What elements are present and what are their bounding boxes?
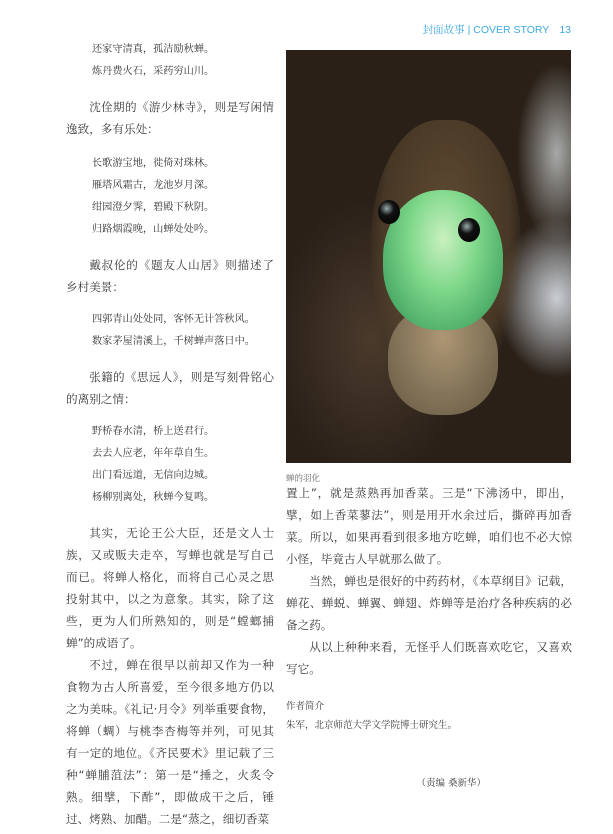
paragraph: 戴叔伦的《题友人山居》则描述了乡村美景：	[66, 258, 274, 294]
paragraph: 置上”，就是蒸熟再加香菜。三是“下沸汤中，即出，擘，如上香菜蓼法”，则是用开水余过后，撕碎再加香菜。所以，如果再看到很多地方吃蝉，咱们也不必大惊小怪，毕竟古人早就那么做了。	[286, 486, 572, 566]
paragraph: 不过，蝉在很早以前却又作为一种食物为古人所喜爱，至今很多地方仍以之为美味。《礼记·月令》列举重要食物，将蝉（蜩）与桃李杏梅等并列，可见其有一定的地位。《齐民要术》里记载了三种“蝉脯菹法”：第一是“捶之，火炙令熟。细擘，下酢”，即做成干之后，锤过、烤熟、加醋。二是“蒸之，细切香菜	[66, 658, 274, 826]
paragraph: 当然，蝉也是很好的中药药材，《本草纲目》记载，蝉花、蝉蜕、蝉翼、蝉翅、炸蝉等是治疗各种疾病的必备之药。	[286, 574, 572, 632]
page-header	[423, 22, 571, 37]
poem-3	[66, 309, 274, 353]
poem-line: 绀园澄夕霁，碧殿下秋阴。	[92, 202, 215, 213]
author-heading: 作者简介	[286, 701, 325, 712]
eye	[458, 218, 480, 242]
poem-line: 炼丹费火石，采药穷山川。	[92, 66, 215, 77]
right-column	[286, 482, 572, 795]
photo-caption: 蝉的羽化	[286, 474, 321, 484]
cicada-photo	[286, 50, 571, 463]
poem-line: 杨柳别离处，秋蝉今复鸣。	[92, 492, 215, 503]
paragraph: 沈佺期的《游少林寺》，则是写闲情逸致，多有乐处：	[66, 100, 274, 136]
paragraph: 其实，无论王公大臣，还是文人士族，又或贩夫走卒，写蝉也就是写自己而已。将蝉人格化，而将自己心灵之思投射其中，以之为意象。其实，除了这些，更为人们所熟知的，则是“螳螂捕蝉”的成语了。	[66, 526, 274, 650]
poem-1	[66, 39, 274, 83]
editor-credit: （责编 桑新华）	[416, 778, 486, 789]
eye	[378, 200, 400, 224]
poem-2	[66, 153, 274, 241]
poem-line: 长歌游宝地，徙倚对珠林。	[92, 158, 215, 169]
cicada-body	[383, 190, 503, 330]
paragraph: 张籍的《思远人》，则是写刻骨铭心的离别之情：	[66, 370, 274, 406]
poem-line: 雁塔风霜古，龙池岁月深。	[92, 180, 215, 191]
left-column	[66, 39, 274, 830]
poem-line: 四郭青山处处同，客怀无计答秋风。	[92, 314, 255, 325]
poem-line: 出门看远道，无信向边城。	[92, 470, 215, 481]
poem-4	[66, 421, 274, 509]
section-title: 封面故事 | COVER STORY	[422, 24, 550, 36]
poem-line: 野桥春水清，桥上送君行。	[92, 426, 215, 437]
poem-line: 归路烟霞晚，山蝉处处吟。	[92, 224, 215, 235]
poem-line: 还家守清真，孤洁励秋蝉。	[92, 44, 215, 55]
paragraph: 从以上种种来看，无怪乎人们既喜欢吃它，又喜欢写它。	[286, 640, 572, 676]
author-bio: 朱军，北京师范大学文学院博士研究生。	[286, 720, 458, 731]
page-number: 13	[559, 24, 571, 36]
poem-line: 去去人应老，年年草自生。	[92, 448, 215, 459]
poem-line: 数家茅屋清溪上，千树蝉声落日中。	[92, 336, 255, 347]
